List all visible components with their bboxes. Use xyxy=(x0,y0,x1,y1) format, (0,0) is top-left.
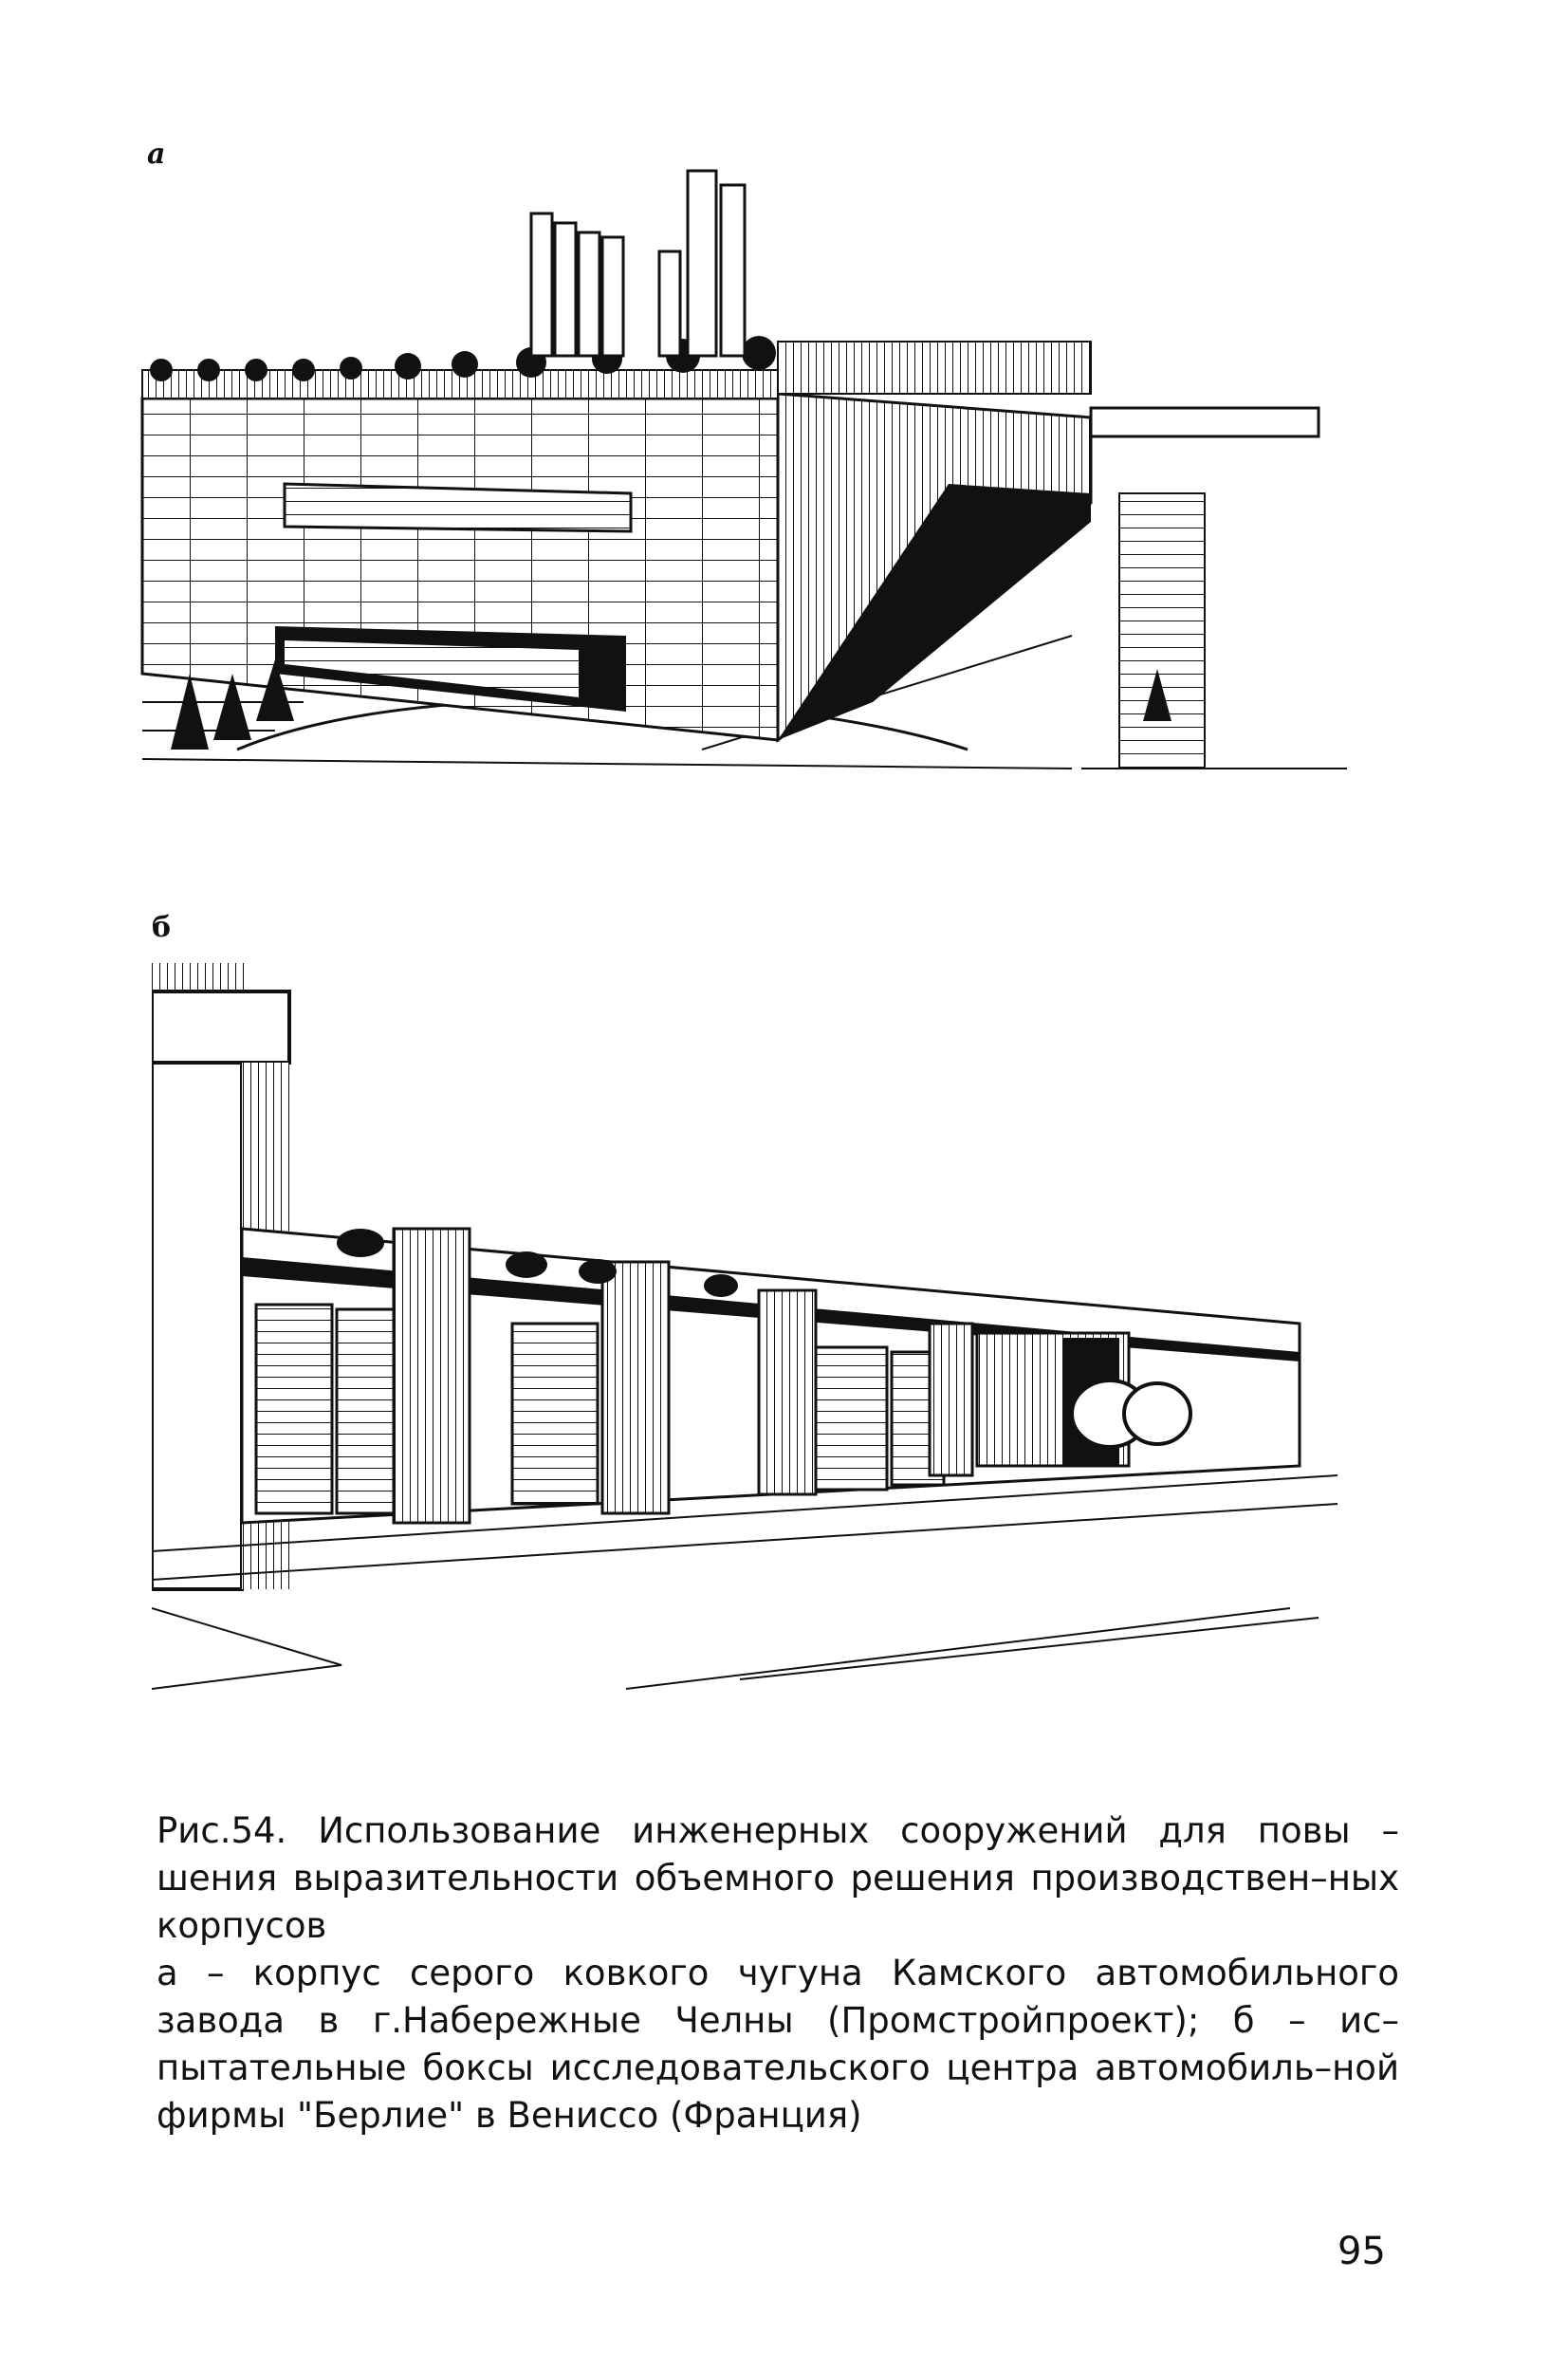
caption-description: а – корпус серого ковкого чугуна Камского автомобильного завода в г.Набережные Челны (Промстройпроект); б – ис–пытательные боксы исследовательского центра автомобиль–ной фирмы "Берлие" в Вениссо (Франция) xyxy=(157,1953,1399,2136)
drawing-foundry-building xyxy=(133,142,1347,797)
figure-caption xyxy=(157,1807,1399,2140)
caption-title: Рис.54. Использование инженерных сооружений для повы – шения выразительности объемного решения производствен–ных корпусов xyxy=(157,1810,1399,1946)
page-number: 95 xyxy=(1337,2230,1386,2273)
figure-label-b: б xyxy=(152,911,172,944)
drawing-test-boxes xyxy=(152,944,1347,1694)
figure-label-a: a xyxy=(147,138,166,171)
